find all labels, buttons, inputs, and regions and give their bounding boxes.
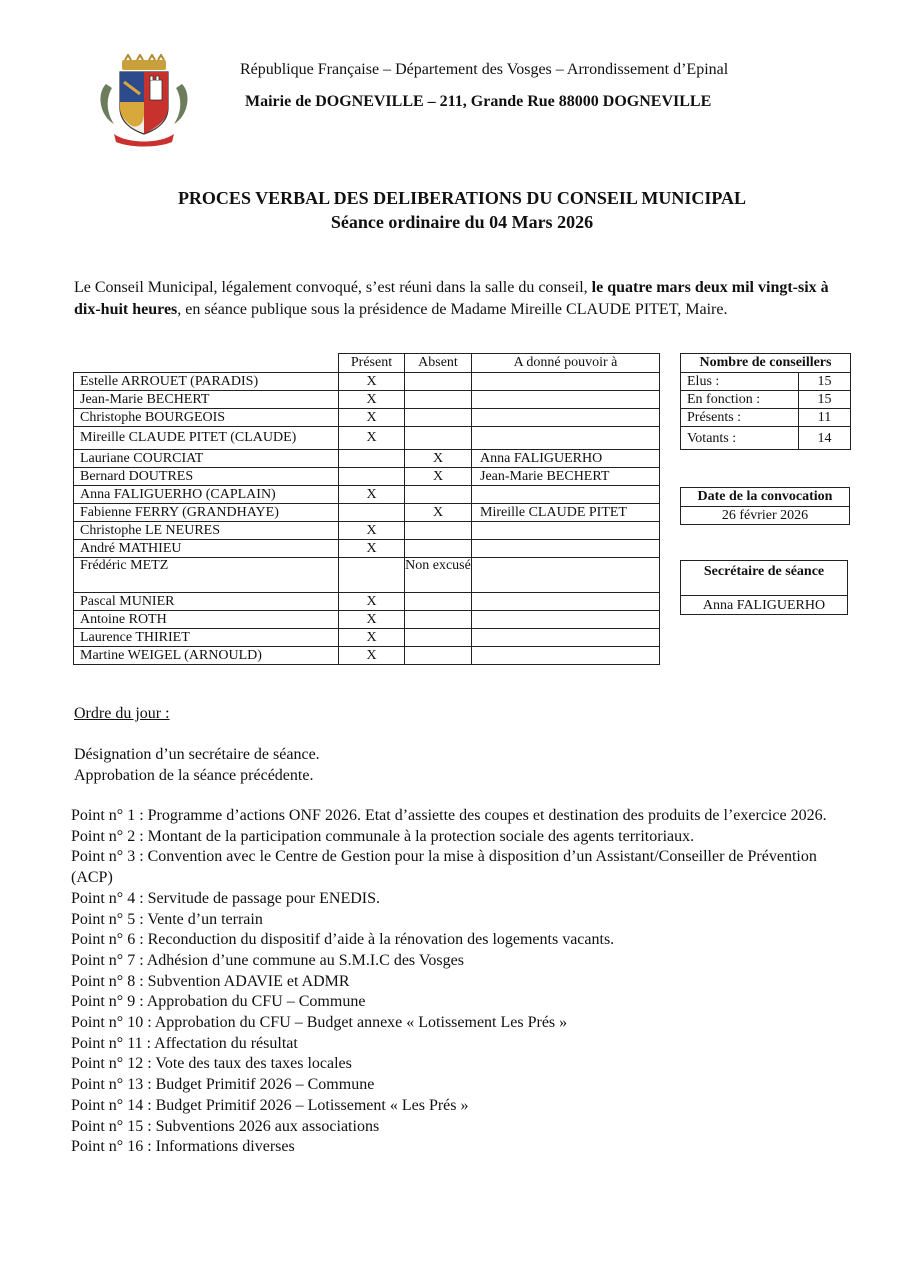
secretary-table xyxy=(680,560,848,615)
attendee-name: Fabienne FERRY (GRANDHAYE) xyxy=(74,504,339,522)
count-value: 15 xyxy=(799,373,851,391)
proxy-name xyxy=(472,373,660,391)
attendee-name: Anna FALIGUERHO (CAPLAIN) xyxy=(74,486,339,504)
present-mark: X xyxy=(339,391,405,409)
agenda-point: Point n° 2 : Montant de la participation communale à la protection sociale des agents territoriaux. xyxy=(71,827,695,845)
absent-mark xyxy=(405,373,472,391)
proxy-name xyxy=(472,522,660,540)
agenda-point: Point n° 16 : Informations diverses xyxy=(71,1138,295,1156)
document-title xyxy=(0,186,900,234)
count-value: 15 xyxy=(799,391,851,409)
attendance-row xyxy=(74,593,660,611)
agenda-preliminary xyxy=(74,744,320,786)
count-label: Votants : xyxy=(681,427,799,450)
count-row xyxy=(681,391,851,409)
attendee-name: Mireille CLAUDE PITET (CLAUDE) xyxy=(74,427,339,450)
absent-mark xyxy=(405,522,472,540)
attendance-row xyxy=(74,629,660,647)
agenda-title: Ordre du jour : xyxy=(74,705,170,722)
header-proxy: A donné pouvoir à xyxy=(472,354,660,373)
agenda-point: Point n° 8 : Subvention ADAVIE et ADMR xyxy=(71,972,350,990)
agenda-point: Point n° 3 : Convention avec le Centre de Gestion pour la mise à disposition d’un Assistant/Conseiller de Prévention (ACP) xyxy=(71,848,817,887)
agenda-point: Point n° 7 : Adhésion d’une commune au S.M.I.C des Vosges xyxy=(71,951,464,969)
absent-mark: X xyxy=(405,468,472,486)
count-label: En fonction : xyxy=(681,391,799,409)
agenda-point: Point n° 12 : Vote des taux des taxes locales xyxy=(71,1055,352,1073)
attendance-row xyxy=(74,540,660,558)
count-row xyxy=(681,409,851,427)
councillor-count-table xyxy=(680,353,851,450)
attendee-name: Martine WEIGEL (ARNOULD) xyxy=(74,647,339,665)
proxy-name: Anna FALIGUERHO xyxy=(472,450,660,468)
attendee-name: Christophe BOURGEOIS xyxy=(74,409,339,427)
absent-mark xyxy=(405,540,472,558)
absent-mark: X xyxy=(405,504,472,522)
title-line-2: Séance ordinaire du 04 Mars 2026 xyxy=(330,212,594,232)
present-mark: X xyxy=(339,522,405,540)
attendance-table xyxy=(73,353,660,665)
proxy-name xyxy=(472,540,660,558)
present-mark: X xyxy=(339,373,405,391)
present-mark: X xyxy=(339,486,405,504)
attendance-row xyxy=(74,468,660,486)
present-mark xyxy=(339,468,405,486)
attendance-row xyxy=(74,391,660,409)
absent-mark xyxy=(405,409,472,427)
attendance-row xyxy=(74,486,660,504)
count-row xyxy=(681,373,851,391)
proxy-name xyxy=(472,558,660,593)
attendance-row xyxy=(74,558,660,593)
proxy-name: Mireille CLAUDE PITET xyxy=(472,504,660,522)
attendance-row xyxy=(74,522,660,540)
present-mark: X xyxy=(339,611,405,629)
attendance-row xyxy=(74,373,660,391)
header-absent: Absent xyxy=(405,354,472,373)
attendee-name: Pascal MUNIER xyxy=(74,593,339,611)
absent-mark xyxy=(405,611,472,629)
count-label: Elus : xyxy=(681,373,799,391)
title-line-1: PROCES VERBAL DES DELIBERATIONS DU CONSEIL MUNICIPAL xyxy=(177,188,747,208)
count-row xyxy=(681,427,851,450)
header-name xyxy=(74,354,339,373)
secretary-title: Secrétaire de séance xyxy=(681,561,848,596)
proxy-name xyxy=(472,647,660,665)
count-label: Présents : xyxy=(681,409,799,427)
proxy-name xyxy=(472,593,660,611)
present-mark xyxy=(339,450,405,468)
attendee-name: Laurence THIRIET xyxy=(74,629,339,647)
absent-mark: Non excusé xyxy=(405,558,472,593)
agenda-point: Point n° 9 : Approbation du CFU – Commune xyxy=(71,993,366,1011)
convocation-table xyxy=(680,487,850,525)
attendee-name: Antoine ROTH xyxy=(74,611,339,629)
header-present: Présent xyxy=(339,354,405,373)
absent-mark: X xyxy=(405,450,472,468)
municipal-crest-logo xyxy=(92,54,196,150)
attendee-name: Christophe LE NEURES xyxy=(74,522,339,540)
agenda-points xyxy=(71,806,861,1158)
attendee-name: Estelle ARROUET (PARADIS) xyxy=(74,373,339,391)
intro-part-2: , en séance publique sous la présidence de Madame Mireille CLAUDE PITET, Maire. xyxy=(177,301,728,318)
present-mark: X xyxy=(339,647,405,665)
attendance-row xyxy=(74,611,660,629)
header-line-2: Mairie de DOGNEVILLE – 211, Grande Rue 88000 DOGNEVILLE xyxy=(245,93,712,110)
proxy-name: Jean-Marie BECHERT xyxy=(472,468,660,486)
proxy-name xyxy=(472,427,660,450)
convocation-title: Date de la convocation xyxy=(681,488,850,507)
attendee-name: André MATHIEU xyxy=(74,540,339,558)
absent-mark xyxy=(405,593,472,611)
attendance-row xyxy=(74,450,660,468)
proxy-name xyxy=(472,391,660,409)
attendance-header-row xyxy=(74,354,660,373)
preliminary-item: Approbation de la séance précédente. xyxy=(74,767,314,784)
present-mark xyxy=(339,558,405,593)
present-mark xyxy=(339,504,405,522)
header-line-1: République Française – Département des Vosges – Arrondissement d’Epinal xyxy=(240,61,729,78)
proxy-name xyxy=(472,486,660,504)
convocation-date: 26 février 2026 xyxy=(681,507,850,525)
agenda-point: Point n° 1 : Programme d’actions ONF 2026. Etat d’assiette des coupes et destination des produits de l’exercice 2026. xyxy=(71,807,827,824)
absent-mark xyxy=(405,391,472,409)
absent-mark xyxy=(405,486,472,504)
agenda-point: Point n° 10 : Approbation du CFU – Budget annexe « Lotissement Les Prés » xyxy=(71,1014,568,1032)
attendee-name: Lauriane COURCIAT xyxy=(74,450,339,468)
attendance-row xyxy=(74,427,660,450)
absent-mark xyxy=(405,629,472,647)
attendance-row xyxy=(74,409,660,427)
attendance-row xyxy=(74,504,660,522)
proxy-name xyxy=(472,629,660,647)
absent-mark xyxy=(405,647,472,665)
present-mark: X xyxy=(339,593,405,611)
intro-part-1: Le Conseil Municipal, légalement convoqué, s’est réuni dans la salle du conseil, xyxy=(74,279,592,296)
present-mark: X xyxy=(339,540,405,558)
count-value: 14 xyxy=(799,427,851,450)
attendee-name: Frédéric METZ xyxy=(74,558,339,593)
proxy-name xyxy=(472,611,660,629)
preliminary-item: Désignation d’un secrétaire de séance. xyxy=(74,746,320,763)
agenda-point: Point n° 6 : Reconduction du dispositif d’aide à la rénovation des logements vacants. xyxy=(71,931,615,949)
present-mark: X xyxy=(339,427,405,450)
present-mark: X xyxy=(339,409,405,427)
agenda-point: Point n° 11 : Affectation du résultat xyxy=(71,1034,298,1052)
absent-mark xyxy=(405,427,472,450)
agenda-point: Point n° 14 : Budget Primitif 2026 – Lotissement « Les Prés » xyxy=(71,1096,469,1114)
intro-bold-date: le quatre mars deux mil vingt-six à dix-huit heures xyxy=(74,279,829,318)
present-mark: X xyxy=(339,629,405,647)
agenda-point: Point n° 15 : Subventions 2026 aux associations xyxy=(71,1117,380,1135)
count-title: Nombre de conseillers xyxy=(681,354,851,373)
attendance-row xyxy=(74,647,660,665)
secretary-name: Anna FALIGUERHO xyxy=(681,596,848,615)
agenda-point: Point n° 4 : Servitude de passage pour ENEDIS. xyxy=(71,889,381,907)
proxy-name xyxy=(472,409,660,427)
attendee-name: Bernard DOUTRES xyxy=(74,468,339,486)
attendee-name: Jean-Marie BECHERT xyxy=(74,391,339,409)
intro-paragraph xyxy=(74,277,850,321)
agenda-point: Point n° 5 : Vente d’un terrain xyxy=(71,910,263,928)
agenda-point: Point n° 13 : Budget Primitif 2026 – Commune xyxy=(71,1076,375,1094)
count-value: 11 xyxy=(799,409,851,427)
